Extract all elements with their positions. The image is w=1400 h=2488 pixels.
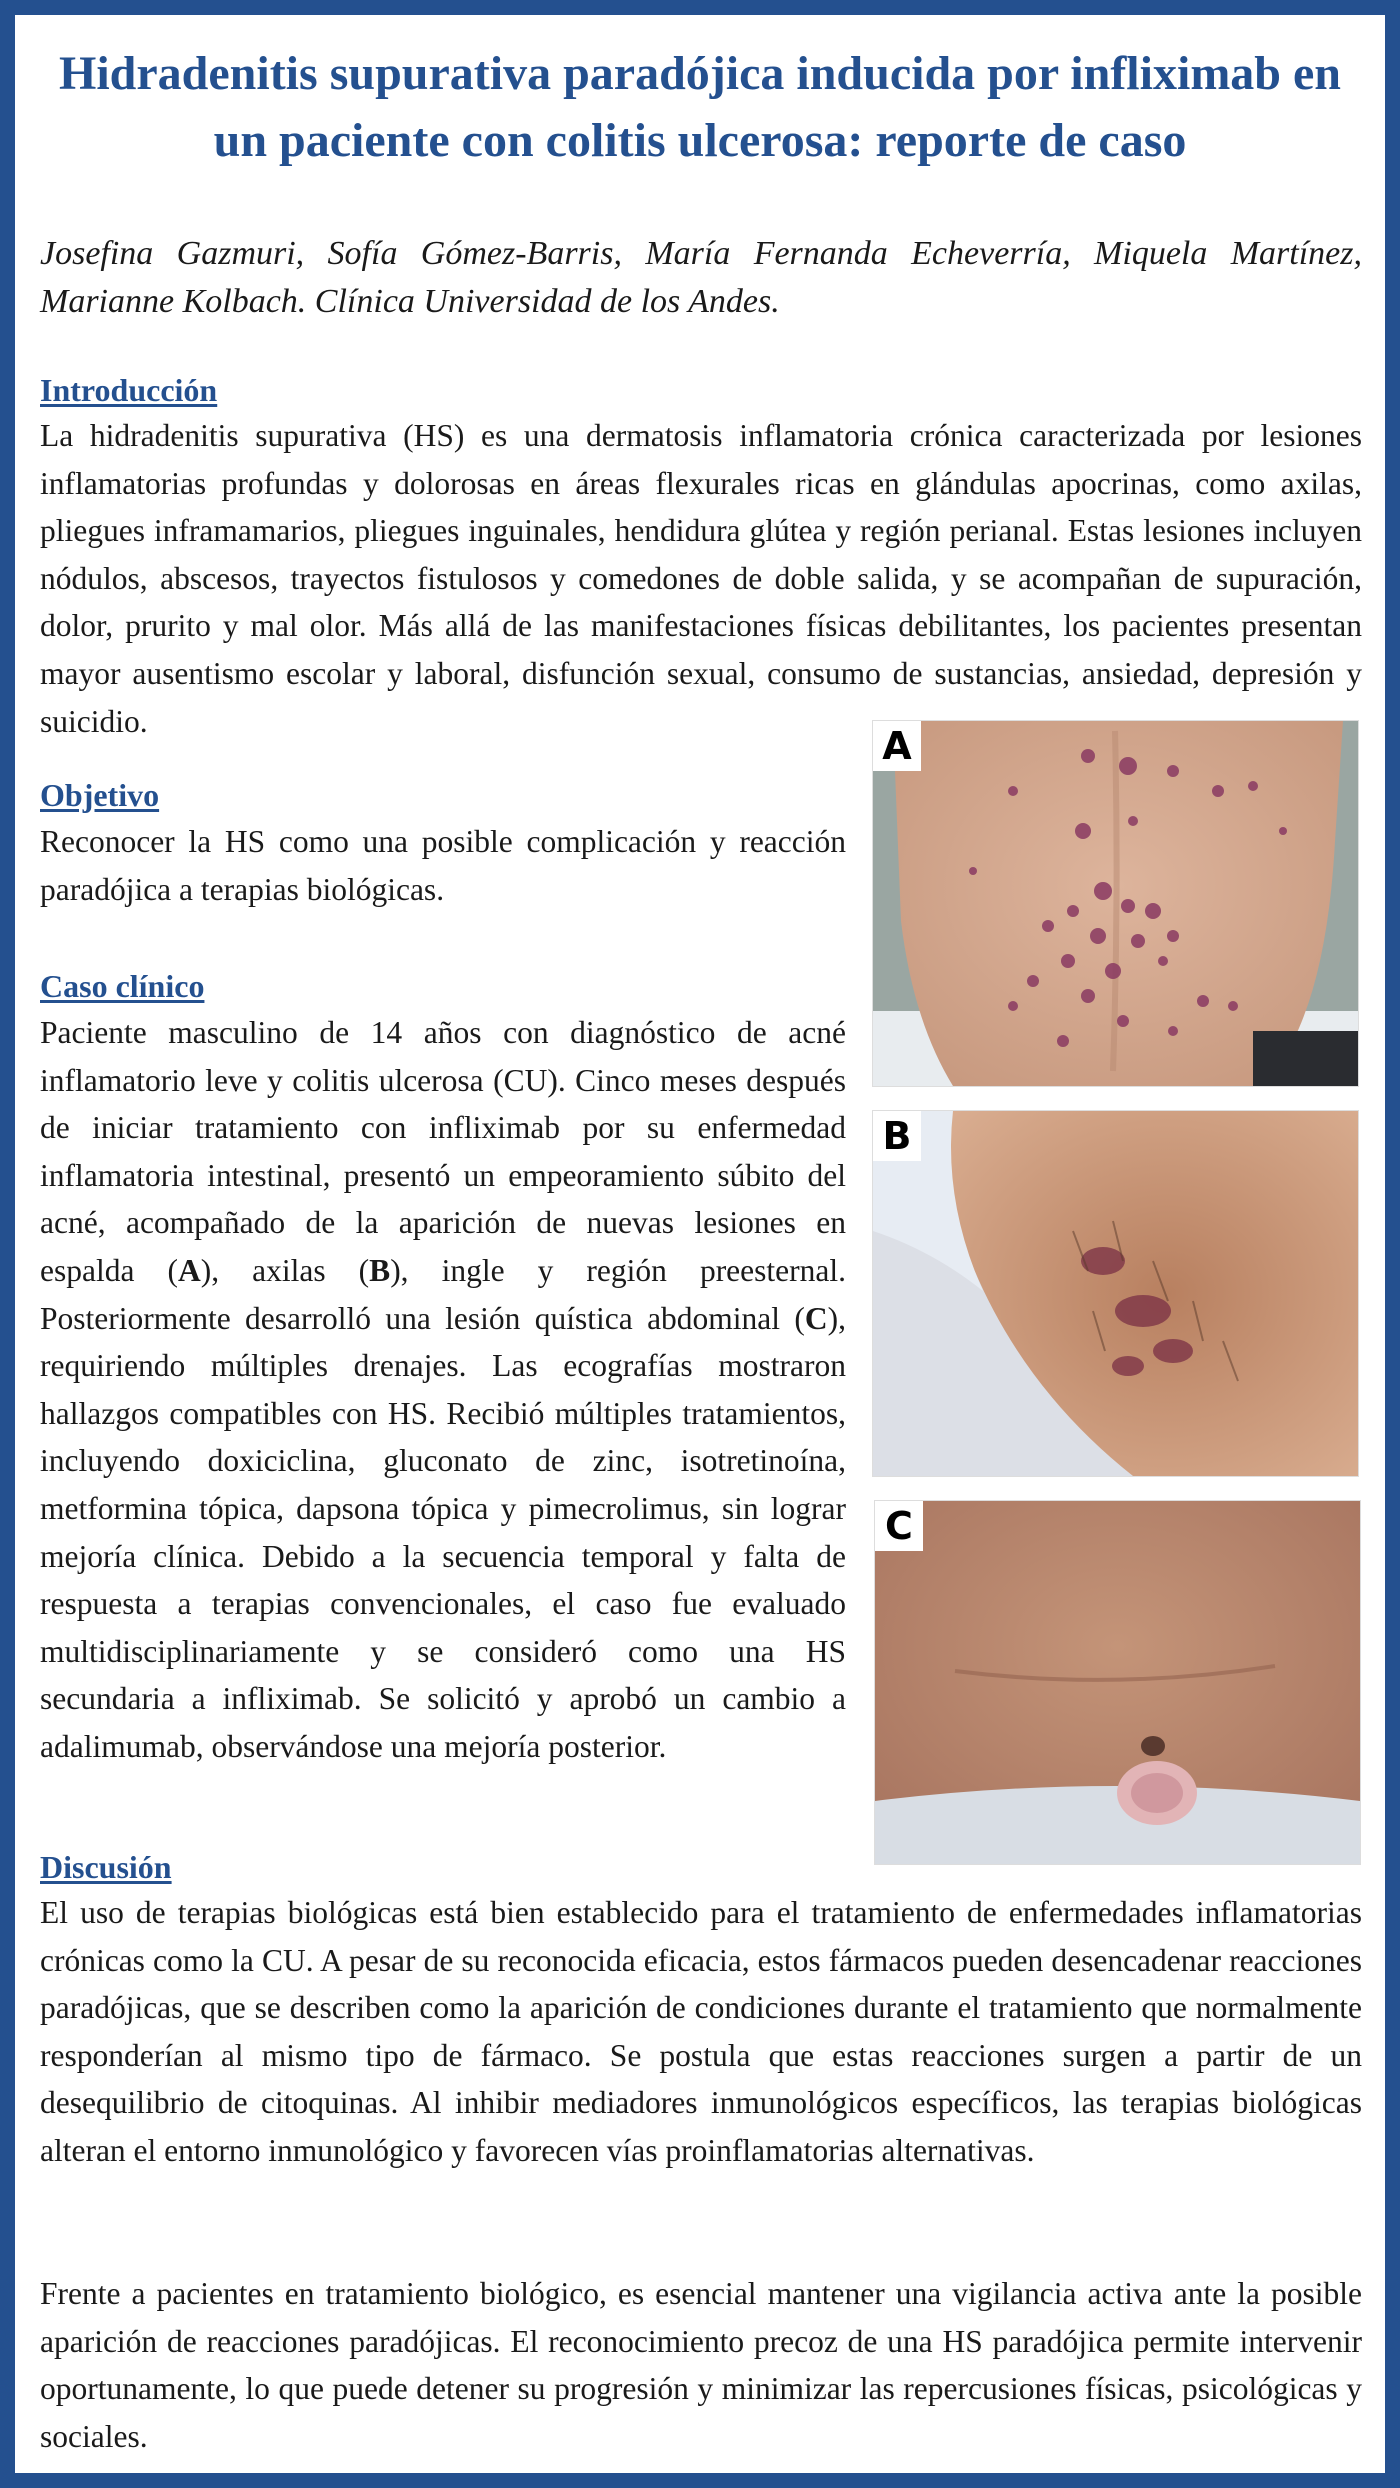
objective-text: Reconocer la HS como una posible complicación y reacción paradójica a terapias biológicas. [40, 824, 846, 907]
poster-title: Hidradenitis supurativa paradójica inducida por infliximab en un paciente con colitis ulcerosa: reporte de caso [58, 47, 1341, 167]
case-text-part2: ), axilas ( [200, 1252, 370, 1288]
figure-c-label: C [875, 1501, 923, 1551]
case-text-part3: ), ingle y región preesternal. Posteriormente desarrolló una lesión quística abdominal ( [40, 1252, 846, 1336]
figure-b-label: B [873, 1111, 921, 1161]
case-text [40, 1009, 846, 1771]
case-ref-c: C [804, 1300, 828, 1336]
case-text-part4: ), requiriendo múltiples drenajes. Las ecografías mostraron hallazgos compatibles con HS. Recibió múltiples tratamientos, incluyendo doxiciclina, gluconato de zinc, isotretinoína, metformina tópica, dapsona tópica y pimecrolimus, sin lograr mejoría clínica. Debido a la secuencia temporal y falta de respuesta a terapias convencionales, el caso fue evaluado multidisciplinariamente y se consideró como una HS secundaria a infliximab. Se solicitó y aprobó un cambio a adalimumab, observándose una mejoría posterior. [40, 1300, 846, 1764]
figure-a-label: A [873, 721, 921, 771]
discussion-heading: Discusión [40, 1849, 172, 1885]
objective-heading: Objetivo [40, 777, 160, 813]
abdomen-lesion-illustration [875, 1501, 1360, 1864]
figure-b-axilla-photo [872, 1110, 1359, 1477]
figure-c-abdomen-photo [874, 1500, 1361, 1865]
authors-affiliation: Josefina Gazmuri, Sofía Gómez-Barris, María Fernanda Echeverría, Miquela Martínez, Marianne Kolbach. Clínica Universidad de los Andes. [40, 235, 1362, 320]
case-text-part1: Paciente masculino de 14 años con diagnóstico de acné inflamatorio leve y colitis ulcerosa (CU). Cinco meses después de iniciar tratamiento con infliximab por su enfermedad inflamatoria intestinal, presentó un empeoramiento súbito del acné, acompañado de la aparición de nuevas lesiones en espalda ( [40, 1015, 846, 1288]
discussion-para-1: El uso de terapias biológicas está bien establecido para el tratamiento de enfermedades inflamatorias crónicas como la CU. A pesar de su reconocida eficacia, estos fármacos pueden desencadenar reacciones paradójicas, que se describen como la aparición de condiciones durante el tratamiento que normalmente responderían al mismo tipo de fármaco. Se postula que estas reacciones surgen a partir de un desequilibrio de citoquinas. Al inhibir mediadores inmunológicos específicos, las terapias biológicas alteran el entorno inmunológico y favorecen vías proinflamatorias alternativas. [40, 1895, 1362, 2168]
intro-text: La hidradenitis supurativa (HS) es una dermatosis inflamatoria crónica caracterizada por lesiones inflamatorias profundas y dolorosas en áreas flexurales ricas en glándulas apocrinas, como axilas, pliegues inframamarios, pliegues inguinales, hendidura glútea y región perianal. Estas lesiones incluyen nódulos, abscesos, trayectos fistulosos y comedones de doble salida, y se acompañan de supuración, dolor, prurito y mal olor. Más allá de las manifestaciones físicas debilitantes, los pacientes presentan mayor ausentismo escolar y laboral, disfunción sexual, consumo de sustancias, ansiedad, depresión y suicidio. [40, 418, 1362, 739]
back-lesions-illustration [873, 721, 1358, 1086]
case-heading: Caso clínico [40, 968, 205, 1004]
case-ref-b: B [369, 1252, 391, 1288]
case-ref-a: A [178, 1252, 201, 1288]
intro-heading: Introducción [40, 372, 218, 408]
discussion-para-2: Frente a pacientes en tratamiento biológico, es esencial mantener una vigilancia activa ante la posible aparición de reacciones paradójicas. El reconocimiento precoz de una HS paradójica permite intervenir oportunamente, lo que puede detener su progresión y minimizar las repercusiones físicas, psicológicas y sociales. [40, 2276, 1362, 2454]
axilla-lesions-illustration [873, 1111, 1358, 1476]
figure-a-back-photo [872, 720, 1359, 1087]
